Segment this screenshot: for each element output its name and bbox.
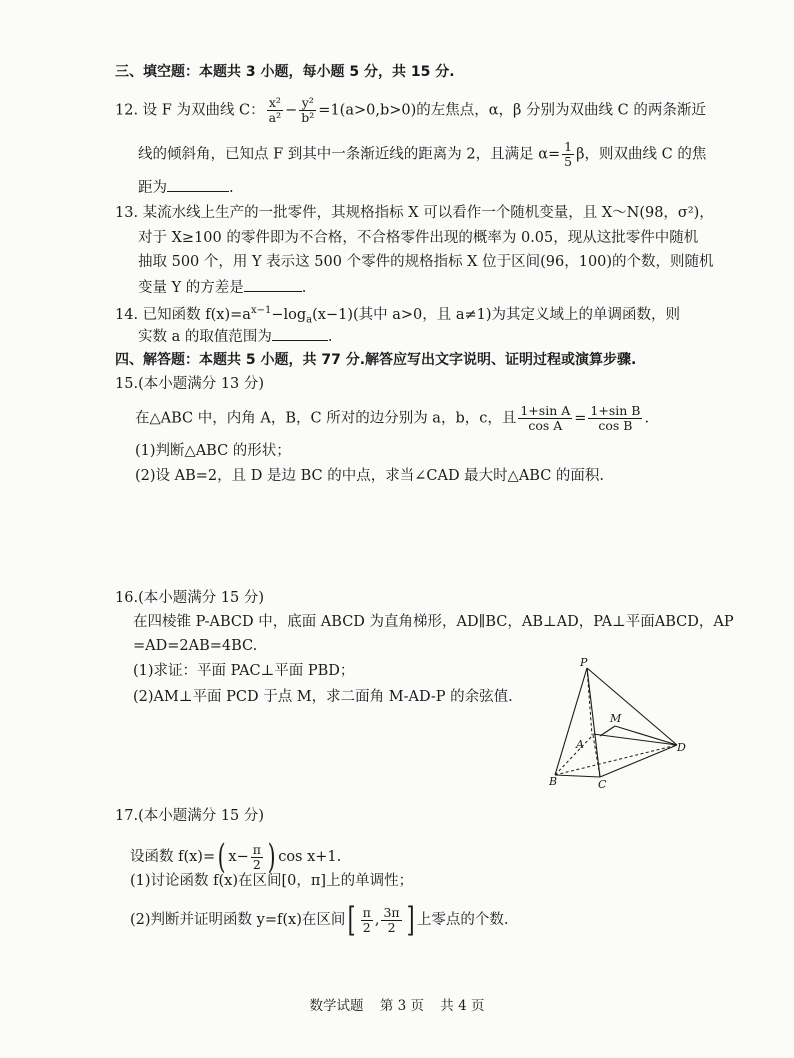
answer-blank[interactable] xyxy=(244,277,302,292)
minus-sign: − xyxy=(285,102,298,119)
q12-text: 线的倾斜角，已知点 F 到其中一条渐近线的距离为 2，且满足 α= xyxy=(138,146,561,163)
q12-text: =1(a>0,b>0)的左焦点，α，β 分别为双曲线 C 的两条渐近 xyxy=(318,102,706,119)
label-B: B xyxy=(549,775,558,788)
segment-MD xyxy=(615,726,677,745)
question-12-line-3 xyxy=(138,177,234,198)
edge-AD xyxy=(593,734,677,745)
score-note: (本小题满分 15 分) xyxy=(138,808,265,824)
score-note: (本小题满分 15 分) xyxy=(138,590,265,606)
edge-PC xyxy=(587,668,600,777)
label-P: P xyxy=(580,656,588,669)
frac-den: 2 xyxy=(362,919,371,935)
q12-text: 设 F 为双曲线 C： xyxy=(142,102,265,119)
q14-text: 实数 a 的取值范围为 xyxy=(138,329,272,345)
section-3-header: 三、填空题：本题共 3 小题，每小题 5 分，共 15 分. xyxy=(115,64,455,80)
fraction-1-5 xyxy=(562,140,574,169)
question-16-sub-1: (1)求证：平面 PAC⊥平面 PBD； xyxy=(133,663,355,679)
q14-text: (x−1)(其中 a>0，且 a≠1)为其定义域上的单调函数，则 xyxy=(312,306,681,323)
q17-text: x− xyxy=(228,849,249,865)
q17-text: 上零点的个数. xyxy=(416,912,509,928)
q14-text: 已知函数 f(x)=a xyxy=(142,306,251,323)
fraction-pi-2 xyxy=(251,843,263,872)
question-16-line-1: 在四棱锥 P-ABCD 中，底面 ABCD 为直角梯形，AD∥BC，AB⊥AD，PA⊥平面ABCD，AP xyxy=(133,614,734,630)
edge-PB xyxy=(555,668,587,775)
left-bracket: [ xyxy=(348,900,356,940)
question-number: 13. xyxy=(115,205,139,221)
footer-page-number: 第 3 页 xyxy=(379,998,424,1014)
frac-num: y² xyxy=(299,96,316,111)
frac-num: 1+sin B xyxy=(590,403,641,418)
q12-text: β，则双曲线 C 的焦 xyxy=(576,146,707,163)
q13-text: 某流水线上生产的一批零件，其规格指标 X 可以看作一个随机变量，且 X～N(98，σ²)， xyxy=(142,205,714,221)
frac-num: 1+sin A xyxy=(520,403,571,418)
frac-num: 3π xyxy=(383,904,400,920)
section-4-header: 四、解答题：本题共 5 小题，共 77 分.解答应写出文字说明、证明过程或演算步骤. xyxy=(115,352,637,368)
q13-text: 变量 Y 的方差是 xyxy=(138,280,244,296)
equals-sign: = xyxy=(574,410,587,427)
q13-text: . xyxy=(301,280,307,296)
question-number: 17. xyxy=(115,808,139,824)
page-footer xyxy=(0,994,794,1014)
q15-text: 在△ABC 中，内角 A，B，C 所对的边分别为 a，b，c，且 xyxy=(135,410,517,427)
right-bracket: ] xyxy=(406,900,415,940)
frac-den: 2 xyxy=(387,919,396,935)
question-13-line-2: 对于 X≥100 的零件即为不合格，不合格零件出现的概率为 0.05，现从这批零件中随机 xyxy=(138,230,699,246)
question-number: 15. xyxy=(115,376,139,392)
label-D: D xyxy=(677,741,686,754)
q15-text: . xyxy=(644,410,650,427)
frac-num: x² xyxy=(267,96,283,111)
frac-den: 2 xyxy=(252,856,261,872)
frac-den: b² xyxy=(301,110,315,125)
question-17-sub-1: (1)讨论函数 f(x)在区间[0，π]上的单调性； xyxy=(130,873,414,889)
fraction-sinA-cosA xyxy=(518,404,572,433)
question-number: 16. xyxy=(115,590,139,606)
label-M: M xyxy=(610,712,622,725)
question-13-line-3: 抽取 500 个，用 Y 表示这 500 个零件的规格指标 X 位于区间(96，100)的个数，则随机 xyxy=(138,254,714,270)
question-13-line-4 xyxy=(138,277,306,298)
question-number: 12. xyxy=(115,102,139,119)
fraction-sinB-cosB xyxy=(588,404,642,433)
edge-BC xyxy=(555,775,600,777)
q12-text: . xyxy=(229,180,234,196)
q14-text: −log xyxy=(271,306,307,323)
pyramid-figure xyxy=(540,655,700,790)
segment-AM xyxy=(600,726,615,736)
answer-blank[interactable] xyxy=(272,326,328,341)
log-base: a xyxy=(306,314,313,326)
comma: , xyxy=(374,912,380,928)
q17-text: cos x+1. xyxy=(278,849,342,865)
question-16-header xyxy=(115,588,264,608)
q14-text: . xyxy=(327,329,333,345)
q17-text: 设函数 f(x)= xyxy=(130,849,216,865)
question-14-line-2 xyxy=(138,326,332,347)
footer-subject: 数学试题 xyxy=(309,998,364,1014)
question-12-line-1 xyxy=(115,96,706,125)
question-16-line-2: =AD=2AB=4BC. xyxy=(133,638,258,654)
question-15-sub-1: (1)判断△ABC 的形状； xyxy=(135,443,291,459)
fraction-3pi-2 xyxy=(381,906,401,935)
answer-blank[interactable] xyxy=(167,177,229,192)
question-number: 14. xyxy=(115,306,139,323)
question-12-line-2 xyxy=(138,140,706,169)
frac-den: cos B xyxy=(598,418,633,433)
frac-num: π xyxy=(362,904,371,920)
frac-den: cos A xyxy=(528,418,563,433)
question-15-header xyxy=(115,374,264,394)
fraction-x2-a2 xyxy=(267,96,283,125)
exponent: x−1 xyxy=(250,305,272,316)
question-16-sub-2: (2)AM⊥平面 PCD 于点 M，求二面角 M-AD-P 的余弦值. xyxy=(133,689,513,705)
q12-text: 距为 xyxy=(138,180,167,196)
question-13-line-1 xyxy=(115,203,714,223)
fraction-y2-b2 xyxy=(299,96,316,125)
frac-num: 1 xyxy=(564,139,573,154)
label-A: A xyxy=(576,738,584,751)
fraction-pi-2 xyxy=(361,906,373,935)
frac-num: π xyxy=(252,841,261,857)
question-17-sub-2 xyxy=(130,900,509,940)
question-15-sub-2: (2)设 AB=2，且 D 是边 BC 的中点，求当∠CAD 最大时△ABC 的面积. xyxy=(135,468,605,484)
frac-den: 5 xyxy=(564,154,573,169)
label-C: C xyxy=(598,778,607,790)
edge-PD xyxy=(587,668,677,745)
left-paren: ( xyxy=(217,837,226,877)
score-note: (本小题满分 13 分) xyxy=(138,376,265,392)
question-17-header xyxy=(115,806,264,826)
frac-den: a² xyxy=(268,110,282,125)
q17-text: (2)判断并证明函数 y=f(x)在区间 xyxy=(130,912,346,928)
footer-total-pages: 共 4 页 xyxy=(440,998,485,1014)
question-15-line-1 xyxy=(135,404,649,433)
right-paren: ) xyxy=(267,837,276,877)
edge-CD xyxy=(600,745,677,777)
question-17-line-1 xyxy=(130,837,342,877)
